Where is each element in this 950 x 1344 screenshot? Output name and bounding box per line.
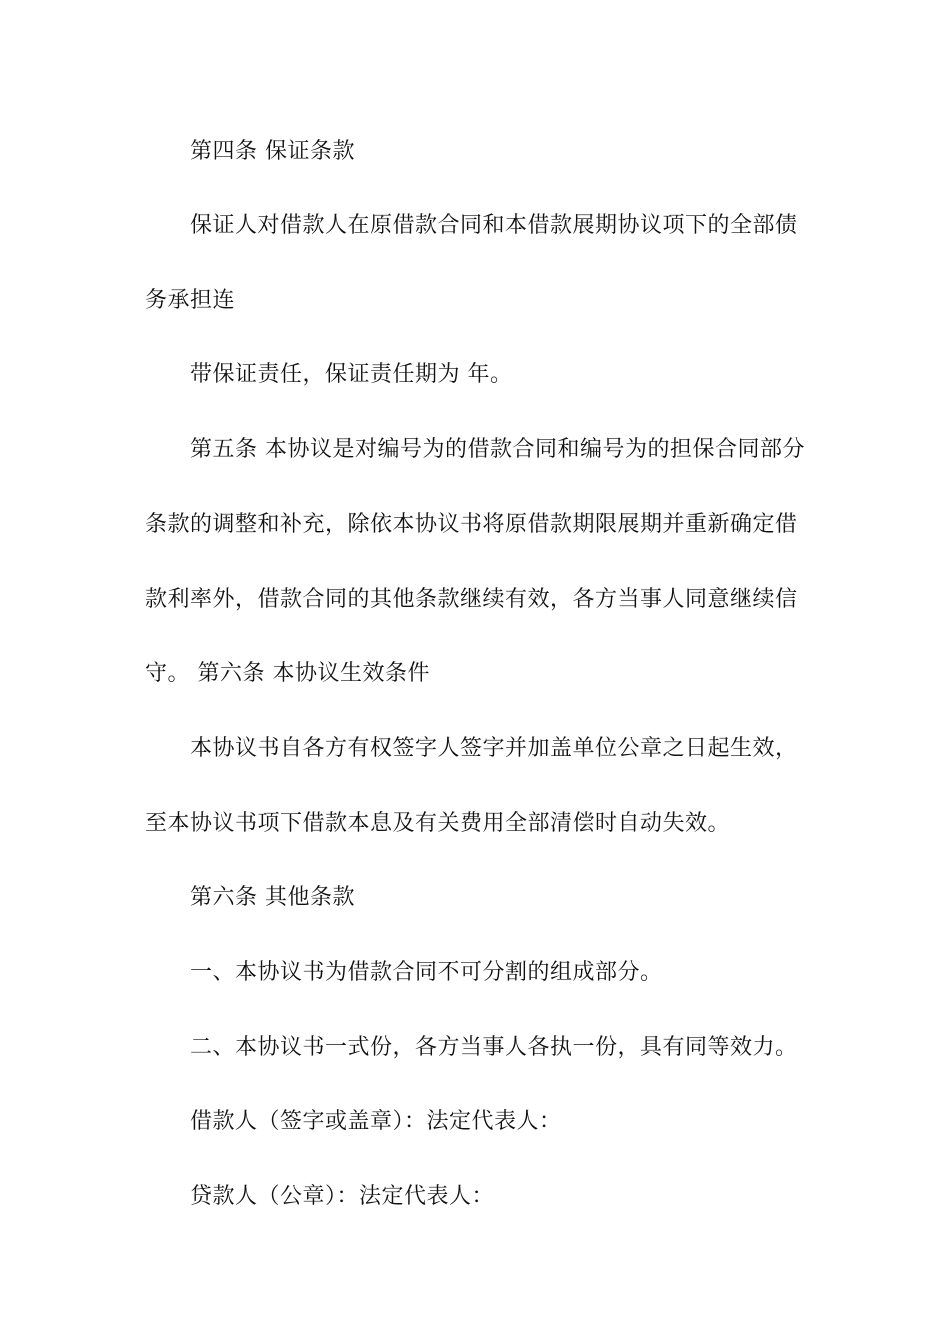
lender-signature-line: 贷款人（公章）：法定代表人： bbox=[190, 1184, 495, 1209]
article-4-text-line-1: 保证人对借款人在原借款合同和本借款展期协议项下的全部债 bbox=[190, 213, 798, 238]
article-5-text-line-3: 款利率外，借款合同的其他条款继续有效，各方当事人同意继续信 bbox=[145, 587, 798, 612]
effect-text-line-1: 本协议书自各方有权签字人签字并加盖单位公章之日起生效， bbox=[190, 736, 798, 761]
article-5-text-line-1: 第五条 本协议是对编号为的借款合同和编号为的担保合同部分 bbox=[190, 437, 805, 462]
article-4-text-line-2: 务承担连 bbox=[145, 288, 236, 313]
borrower-signature-line: 借款人（签字或盖章）：法定代表人： bbox=[190, 1109, 562, 1134]
effect-text-line-2: 至本协议书项下借款本息及有关费用全部清偿时自动失效。 bbox=[145, 811, 731, 836]
article-5-text-line-2: 条款的调整和补充，除依本协议书将原借款期限展期并重新确定借 bbox=[145, 512, 798, 537]
article-4-text-line-3: 带保证责任，保证责任期为 年。 bbox=[190, 362, 513, 387]
article-6-heading-line: 守。 第六条 本协议生效条件 bbox=[145, 661, 430, 686]
clause-1-text: 一、本协议书为借款合同不可分割的组成部分。 bbox=[190, 960, 663, 985]
other-clauses-heading: 第六条 其他条款 bbox=[190, 885, 355, 910]
clause-2-text: 二、本协议书一式份，各方当事人各执一份，具有同等效力。 bbox=[190, 1035, 798, 1060]
article-4-heading: 第四条 保证条款 bbox=[190, 139, 355, 164]
